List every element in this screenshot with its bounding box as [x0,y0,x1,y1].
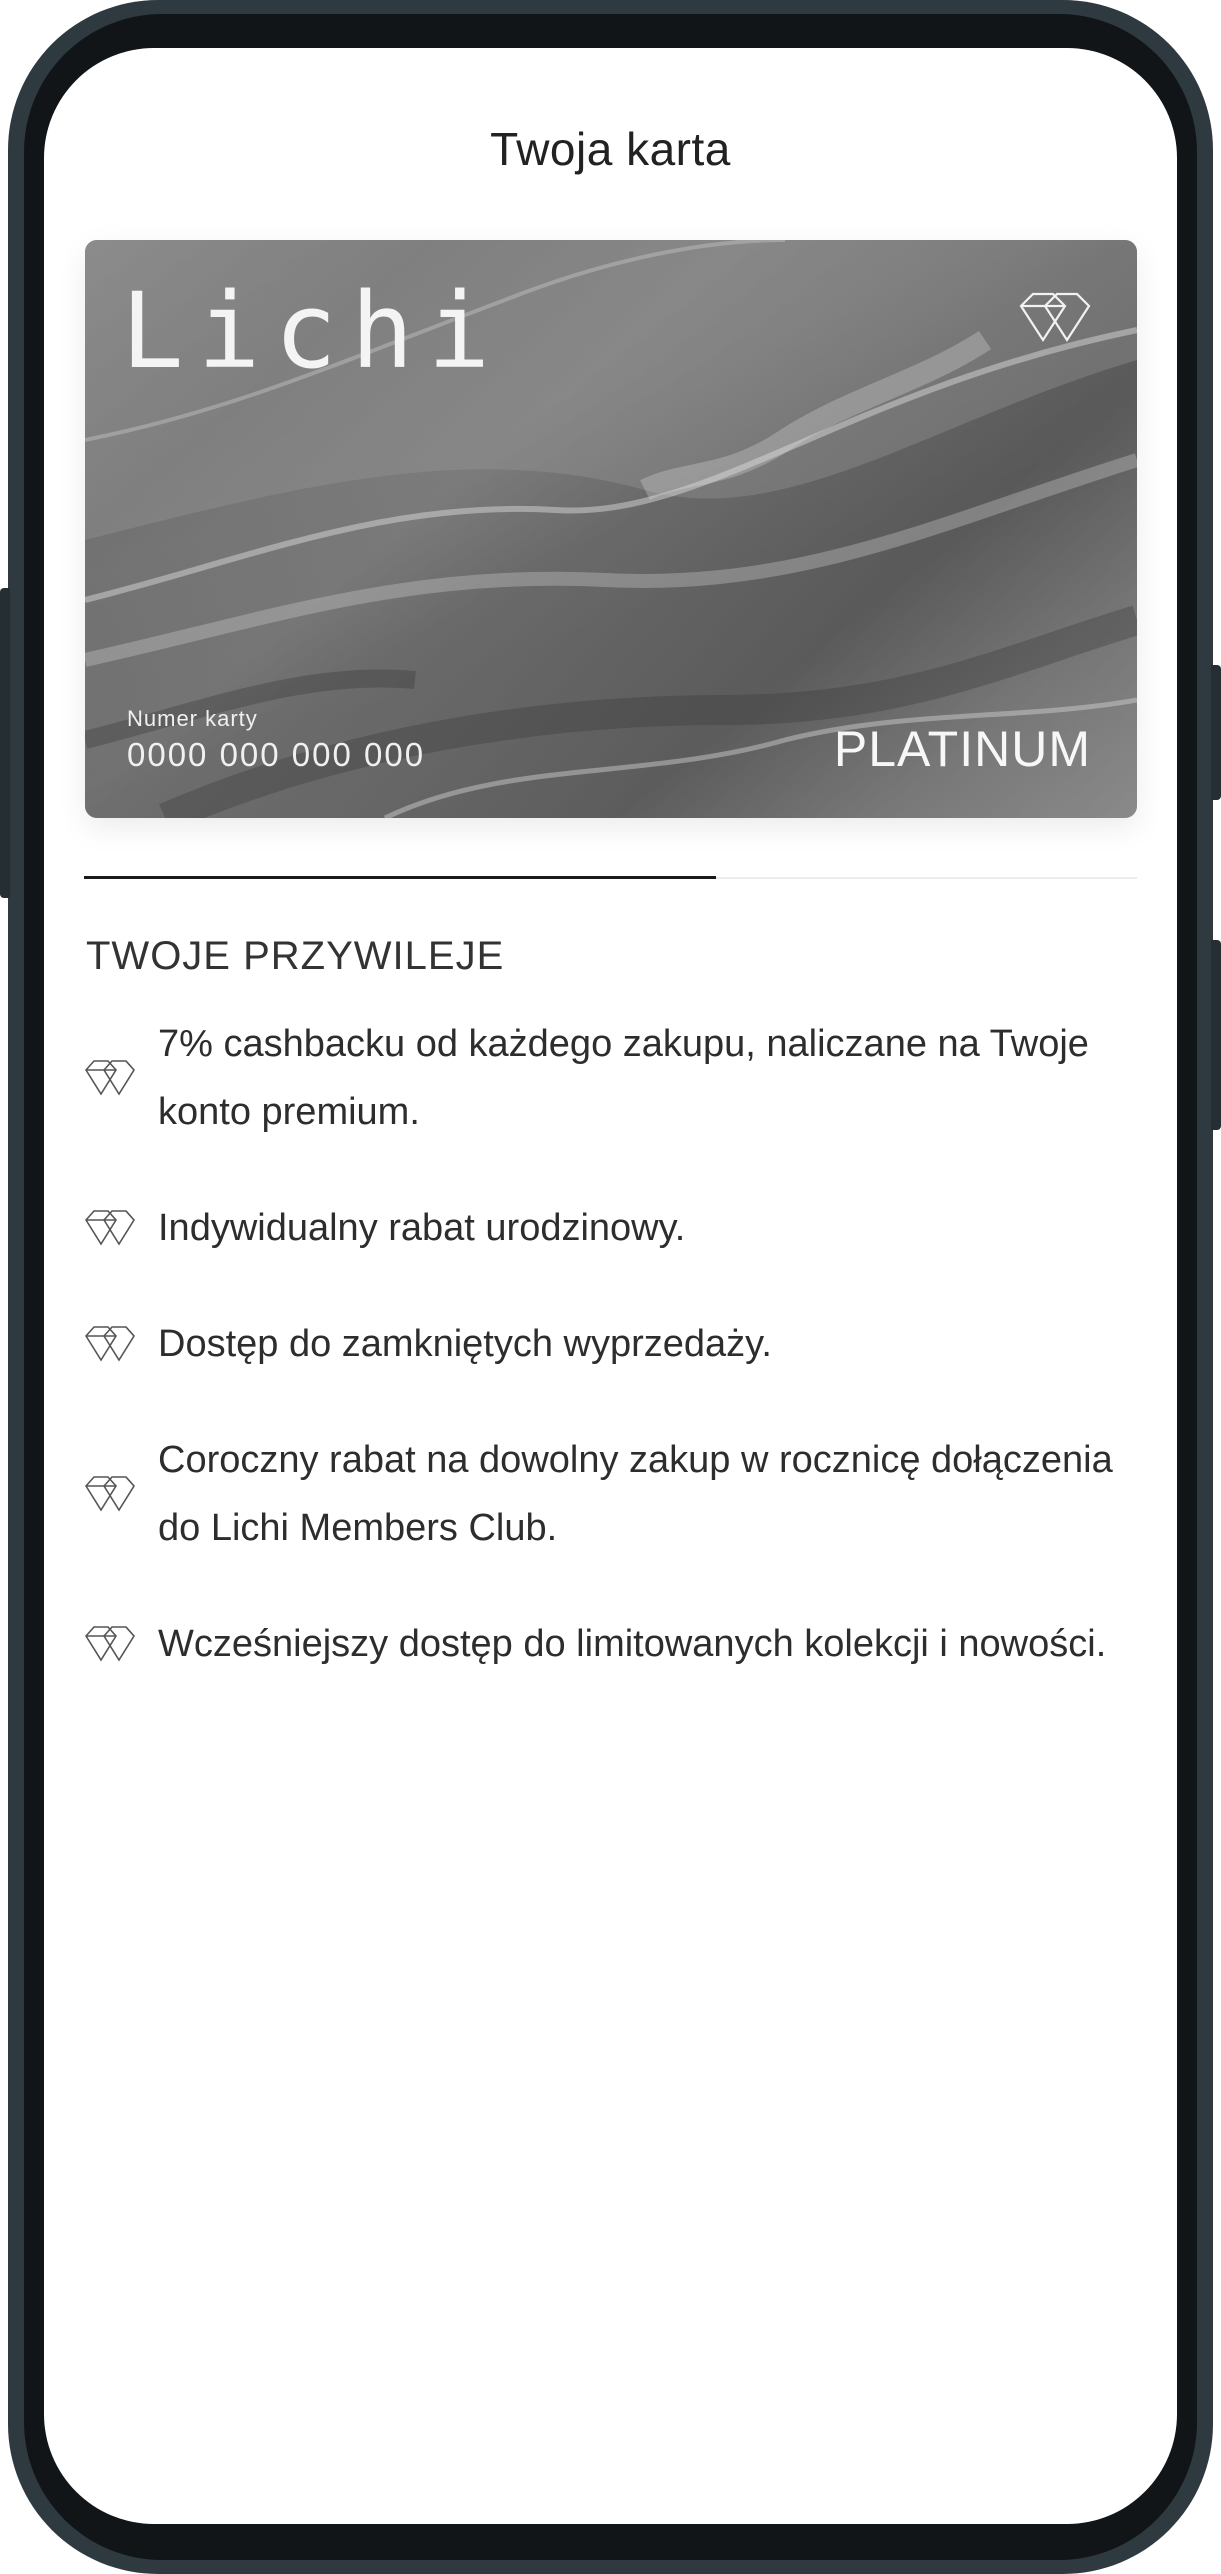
double-diamond-icon [84,1624,142,1664]
card-logo: Lichi [121,270,505,392]
list-item [84,1310,1144,1378]
double-diamond-icon [84,1058,142,1098]
privilege-text: Wcześniejszy dostęp do limitowanych kolekcji i nowości. [158,1623,1107,1665]
page-title: Twoja karta [490,123,731,175]
double-diamond-icon [84,1208,142,1248]
card-number-label: Numer karty [127,706,258,731]
privilege-text: Coroczny rabat na dowolny zakup w rocznicę dołączenia do Lichi Members Club. [158,1439,1113,1549]
privileges-title: TWOJE PRZYWILEJE [86,934,505,978]
double-diamond-icon [1017,290,1097,346]
side-button-top [1211,665,1221,800]
power-button [1211,940,1221,1130]
double-diamond-icon [84,1474,142,1514]
list-item [84,1194,1144,1262]
loyalty-card[interactable] [85,240,1137,818]
card-tier: PLATINUM [833,721,1091,777]
privilege-text: Indywidualny rabat urodzinowy. [158,1207,686,1249]
list-item [84,1610,1144,1678]
privilege-text: Dostęp do zamkniętych wyprzedaży. [158,1323,772,1365]
list-item [84,1426,1144,1562]
screen [44,48,1177,2524]
card-number: 0000 000 000 000 [127,736,426,773]
list-item [84,1010,1144,1146]
privilege-text: 7% cashbacku od każdego zakupu, naliczane na Twoje konto premium. [158,1023,1089,1133]
tier-progress-fill [84,876,716,879]
tier-progress-track [84,877,1137,879]
double-diamond-icon [84,1324,142,1364]
volume-button [0,588,10,898]
privileges-list [84,1010,1144,1726]
